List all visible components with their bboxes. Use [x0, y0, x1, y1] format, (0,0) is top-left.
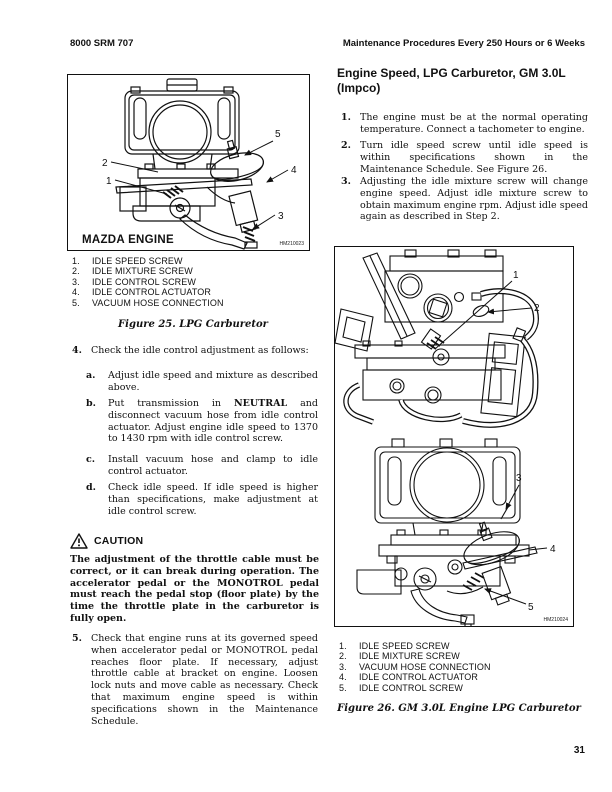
part-name: IDLE SPEED SCREW: [359, 641, 450, 651]
step-3: [337, 176, 588, 223]
parts-list-item: [337, 662, 587, 672]
part-number: 5.: [72, 297, 80, 308]
part-name: IDLE MIXTURE SCREW: [92, 266, 193, 277]
item-letter: b.: [86, 398, 96, 409]
item-number: 5.: [72, 633, 82, 644]
figure-25-caption: Figure 25. LPG Carburetor: [118, 319, 268, 330]
callout-1: 1: [513, 270, 519, 281]
warning-triangle-icon: [70, 533, 88, 549]
parts-list-item: [70, 298, 320, 308]
part-number: 3.: [339, 661, 347, 672]
caution-heading: [70, 533, 143, 549]
image-code: HM210024: [543, 617, 568, 623]
part-number: 1.: [72, 256, 80, 266]
part-name: IDLE CONTROL SCREW: [92, 276, 196, 287]
parts-list-item: [337, 672, 587, 682]
item-text: Adjust idle speed and mixture as described above.: [108, 370, 318, 393]
item-text: Check idle speed. If idle speed is higher than specifications, make adjustment at idle control screw.: [108, 482, 318, 517]
figure-25-illustration: [67, 74, 310, 251]
step-text: Adjusting the idle mixture screw will change engine speed. Adjust idle mixture screw to obtain maximum engine rpm. Adjust idle speed again as described in Step 2.: [360, 176, 588, 223]
part-name: IDLE MIXTURE SCREW: [359, 651, 460, 662]
part-name: VACUUM HOSE CONNECTION: [359, 661, 491, 672]
page-number: 31: [573, 745, 585, 756]
caution-label: CAUTION: [94, 535, 144, 547]
item-letter: a.: [86, 370, 96, 381]
sub-item-d: [86, 482, 318, 517]
part-name: IDLE CONTROL ACTUATOR: [359, 672, 478, 683]
gm-lpg-carburetor-drawing: [335, 247, 573, 626]
item-text: [108, 398, 318, 445]
sub-item-c: [86, 454, 318, 478]
callout-2: 2: [102, 158, 108, 169]
step-2: [337, 140, 588, 175]
part-number: 4.: [339, 672, 347, 683]
item-letter: d.: [86, 482, 96, 493]
figure-26-caption: Figure 26. GM 3.0L Engine LPG Carburetor: [337, 703, 581, 714]
step-text: The engine must be at the normal operating temperature. Connect a tachometer to engine.: [360, 112, 588, 135]
parts-list-item: [337, 683, 587, 693]
air-cleaner-assembly: [125, 79, 239, 163]
part-name: IDLE CONTROL ACTUATOR: [92, 287, 211, 298]
callout-5: 5: [275, 129, 281, 140]
step-number: 3.: [341, 176, 351, 187]
engine-name-label: MAZDA ENGINE: [82, 234, 174, 246]
step-1: [337, 112, 588, 136]
header-section-title: Maintenance Procedures Every 250 Hours or 6 Weeks: [342, 38, 585, 49]
step-number: 2.: [341, 140, 351, 151]
figure-26-illustration: [334, 246, 574, 627]
sub-item-b: [86, 398, 318, 445]
parts-list-item: [70, 256, 320, 266]
callout-3: 3: [278, 211, 284, 222]
part-number: 4.: [72, 287, 80, 298]
callout-3: 3: [516, 473, 522, 484]
parts-list-item: [70, 266, 320, 276]
part-number: 3.: [72, 276, 80, 287]
part-number: 2.: [339, 651, 347, 662]
item-text-bold: NEUTRAL: [233, 398, 288, 409]
figure-25-parts-list: [70, 256, 320, 308]
part-name: IDLE SPEED SCREW: [92, 256, 183, 266]
image-code: HM210023: [279, 241, 304, 247]
caution-text: The adjustment of the throttle cable must be correct, or it can break during operation. The accelerator pedal or the MONOTROL pedal must reach the pedal stop (floor plate) by the time the throttle plate in the carburetor is fully open.: [70, 554, 319, 624]
parts-list-item: [70, 287, 320, 297]
callout-2: 2: [534, 303, 540, 314]
carburetor-top-view: [335, 250, 536, 425]
figure-26-parts-list: [337, 641, 587, 693]
section-heading: Engine Speed, LPG Carburetor, GM 3.0L (Impco): [337, 66, 566, 95]
numbered-item-4: [70, 345, 318, 357]
item-number: 4.: [72, 345, 82, 356]
callout-5: 5: [528, 602, 534, 613]
callout-4: 4: [550, 544, 556, 555]
lpg-carburetor-drawing-mazda: [68, 75, 309, 250]
part-name: VACUUM HOSE CONNECTION: [92, 297, 224, 308]
part-number: 1.: [339, 641, 347, 651]
parts-list-item: [70, 277, 320, 287]
numbered-item-5: [70, 633, 318, 727]
item-text-post: and disconnect vacuum hose from idle control actuator. Adjust engine idle speed to 1370 to 1430 rpm with idle control screw.: [108, 398, 318, 445]
item-text-pre: Put transmission in: [108, 398, 234, 409]
sub-item-a: [86, 370, 318, 394]
item-text: Check the idle control adjustment as follows:: [91, 345, 309, 356]
step-number: 1.: [341, 112, 351, 123]
parts-list-item: [337, 651, 587, 661]
idle-control-actuator-drawing: [204, 134, 266, 248]
part-name: IDLE CONTROL SCREW: [359, 682, 463, 693]
parts-list-item: [337, 641, 587, 651]
callout-1: 1: [106, 176, 112, 187]
item-text: Install vacuum hose and clamp to idle control actuator.: [108, 454, 318, 477]
item-text: Check that engine runs at its governed speed when accelerator pedal or MONOTROL pedal reaches floor plate. If necessary, adjust throttle cable at bracket on engine. Loosen lock nuts and move cable as necessary. Check that maximum engine speed is within specifications shown in the Maintenance Schedule.: [91, 633, 318, 727]
item-letter: c.: [86, 454, 96, 465]
part-number: 2.: [72, 266, 80, 277]
header-doc-number: 8000 SRM 707: [70, 38, 134, 49]
part-number: 5.: [339, 682, 347, 693]
step-text: Turn idle speed screw until idle speed is within specifications shown in the Maintenance Schedule. See Figure 26.: [360, 140, 588, 175]
callout-4: 4: [291, 165, 297, 176]
